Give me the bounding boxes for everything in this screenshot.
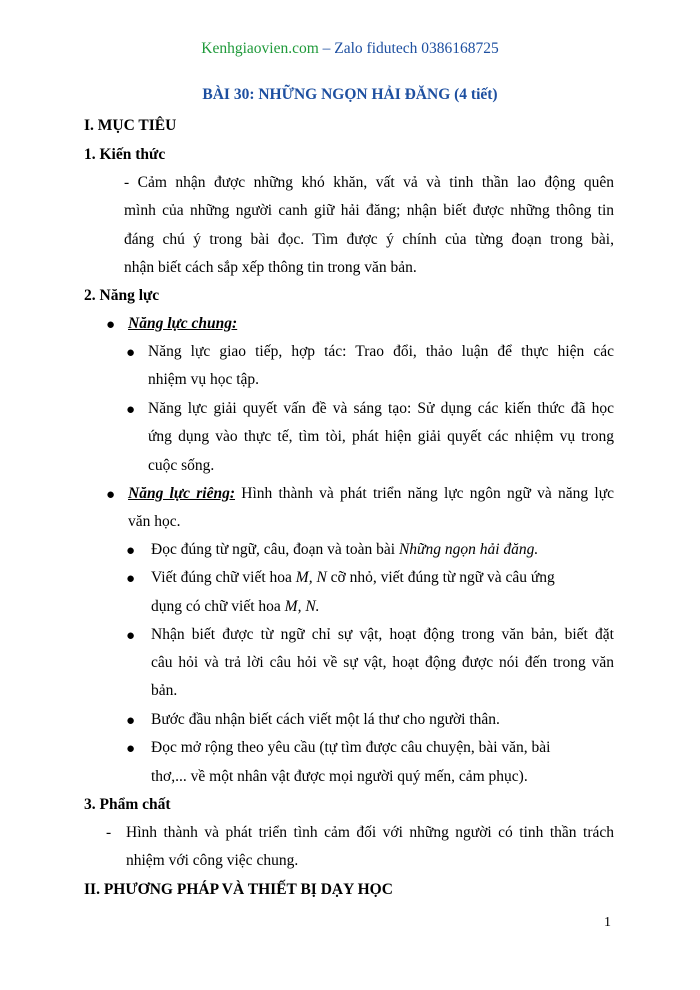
knowledge-heading: 1. Kiến thức [84, 146, 166, 163]
specific-item-1 [151, 540, 538, 560]
header-contact: Zalo fidutech 0386168725 [334, 40, 499, 57]
section2-heading: II. PHƯƠNG PHÁP VÀ THIẾT BỊ DẠY HỌC [84, 881, 393, 898]
lesson-title: BÀI 30: NHỮNG NGỌN HẢI ĐĂNG (4 tiết) [202, 86, 498, 103]
bullet-icon: ● [126, 741, 136, 757]
page-header [0, 40, 700, 58]
specific-item-5-line-2: thơ,... về một nhân vật được mọi người quý mến, cảm phục). [151, 768, 528, 785]
bullet-icon: ● [126, 543, 136, 559]
knowledge-line-3: đáng chú ý trong bài đọc. Tìm được ý chính của từng đoạn trong bài, [124, 231, 614, 248]
competence-heading: 2. Năng lực [84, 287, 160, 304]
specific-competence-line-1 [128, 484, 614, 504]
knowledge-line-4: nhận biết cách sắp xếp thông tin trong văn bản. [124, 259, 417, 276]
general-item-2-line-3: cuộc sống. [148, 457, 215, 474]
specific-item-5-line-1: Đọc mở rộng theo yêu cầu (tự tìm được câu chuyện, bài văn, bài [151, 739, 551, 756]
header-site: Kenhgiaovien.com [201, 40, 319, 57]
general-item-1-line-1: Năng lực giao tiếp, hợp tác: Trao đổi, thảo luận để thực hiện các [148, 343, 614, 360]
general-item-2-line-2: ứng dụng vào thực tế, tìm tòi, phát hiện giải quyết các nhiệm vụ trong [148, 428, 614, 445]
page-number: 1 [604, 915, 611, 930]
knowledge-line-1: - Cảm nhận được những khó khăn, vất vả và tinh thần lao động quên [124, 174, 614, 191]
specific-item-2-line-1 [151, 568, 555, 588]
specific-item-1-italic: Những ngọn hải đăng. [398, 541, 539, 558]
specific-item-2-text-c: dụng có chữ viết hoa [151, 598, 285, 615]
quality-line-2: nhiệm với công việc chung. [126, 852, 299, 869]
specific-item-3-line-1: Nhận biết được từ ngữ chỉ sự vật, hoạt động trong văn bản, biết đặt [151, 626, 614, 643]
bullet-icon: ● [126, 628, 136, 644]
specific-item-2-italic-c: M, N. [284, 598, 320, 615]
bullet-icon: ● [126, 713, 136, 729]
specific-item-4: Bước đầu nhận biết cách viết một lá thư cho người thân. [151, 711, 500, 728]
bullet-icon: ● [126, 402, 136, 418]
section1-heading: I. MỤC TIÊU [84, 117, 177, 134]
quality-dash: - [106, 824, 112, 841]
quality-line-1: Hình thành và phát triển tình cảm đối với những người có tinh thần trách [126, 824, 614, 841]
specific-intro-2: văn học. [128, 513, 181, 530]
specific-item-2-text-b: cỡ nhỏ, viết đúng từ ngữ và câu ứng [326, 569, 555, 586]
general-item-2-line-1: Năng lực giải quyết vấn đề và sáng tạo: Sử dụng các kiến thức đã học [148, 400, 614, 417]
specific-competence-label: Năng lực riêng: [128, 485, 236, 502]
header-separator: – [318, 40, 335, 57]
specific-item-1-text: Đọc đúng từ ngữ, câu, đoạn và toàn bài [151, 541, 399, 558]
bullet-icon: ● [106, 487, 116, 503]
general-item-1-line-2: nhiệm vụ học tập. [148, 371, 260, 388]
specific-item-2-italic-a: M, N [295, 569, 327, 586]
bullet-icon: ● [126, 571, 136, 587]
bullet-icon: ● [126, 345, 136, 361]
specific-item-3-line-3: bản. [151, 682, 178, 699]
knowledge-line-2: mình của những người canh giữ hải đăng; nhận biết được những thông tin [124, 202, 614, 219]
general-competence-label: Năng lực chung: [128, 315, 238, 332]
bullet-icon: ● [106, 317, 116, 333]
quality-heading: 3. Phẩm chất [84, 796, 171, 813]
specific-item-3-line-2: câu hỏi và trả lời câu hỏi về sự vật, hoạt động được nói đến trong văn [151, 654, 614, 671]
specific-intro-1: Hình thành và phát triển năng lực ngôn ngữ và năng lực [235, 485, 614, 502]
specific-item-2-line-2 [151, 597, 320, 617]
specific-item-2-text-a: Viết đúng chữ viết hoa [151, 569, 296, 586]
